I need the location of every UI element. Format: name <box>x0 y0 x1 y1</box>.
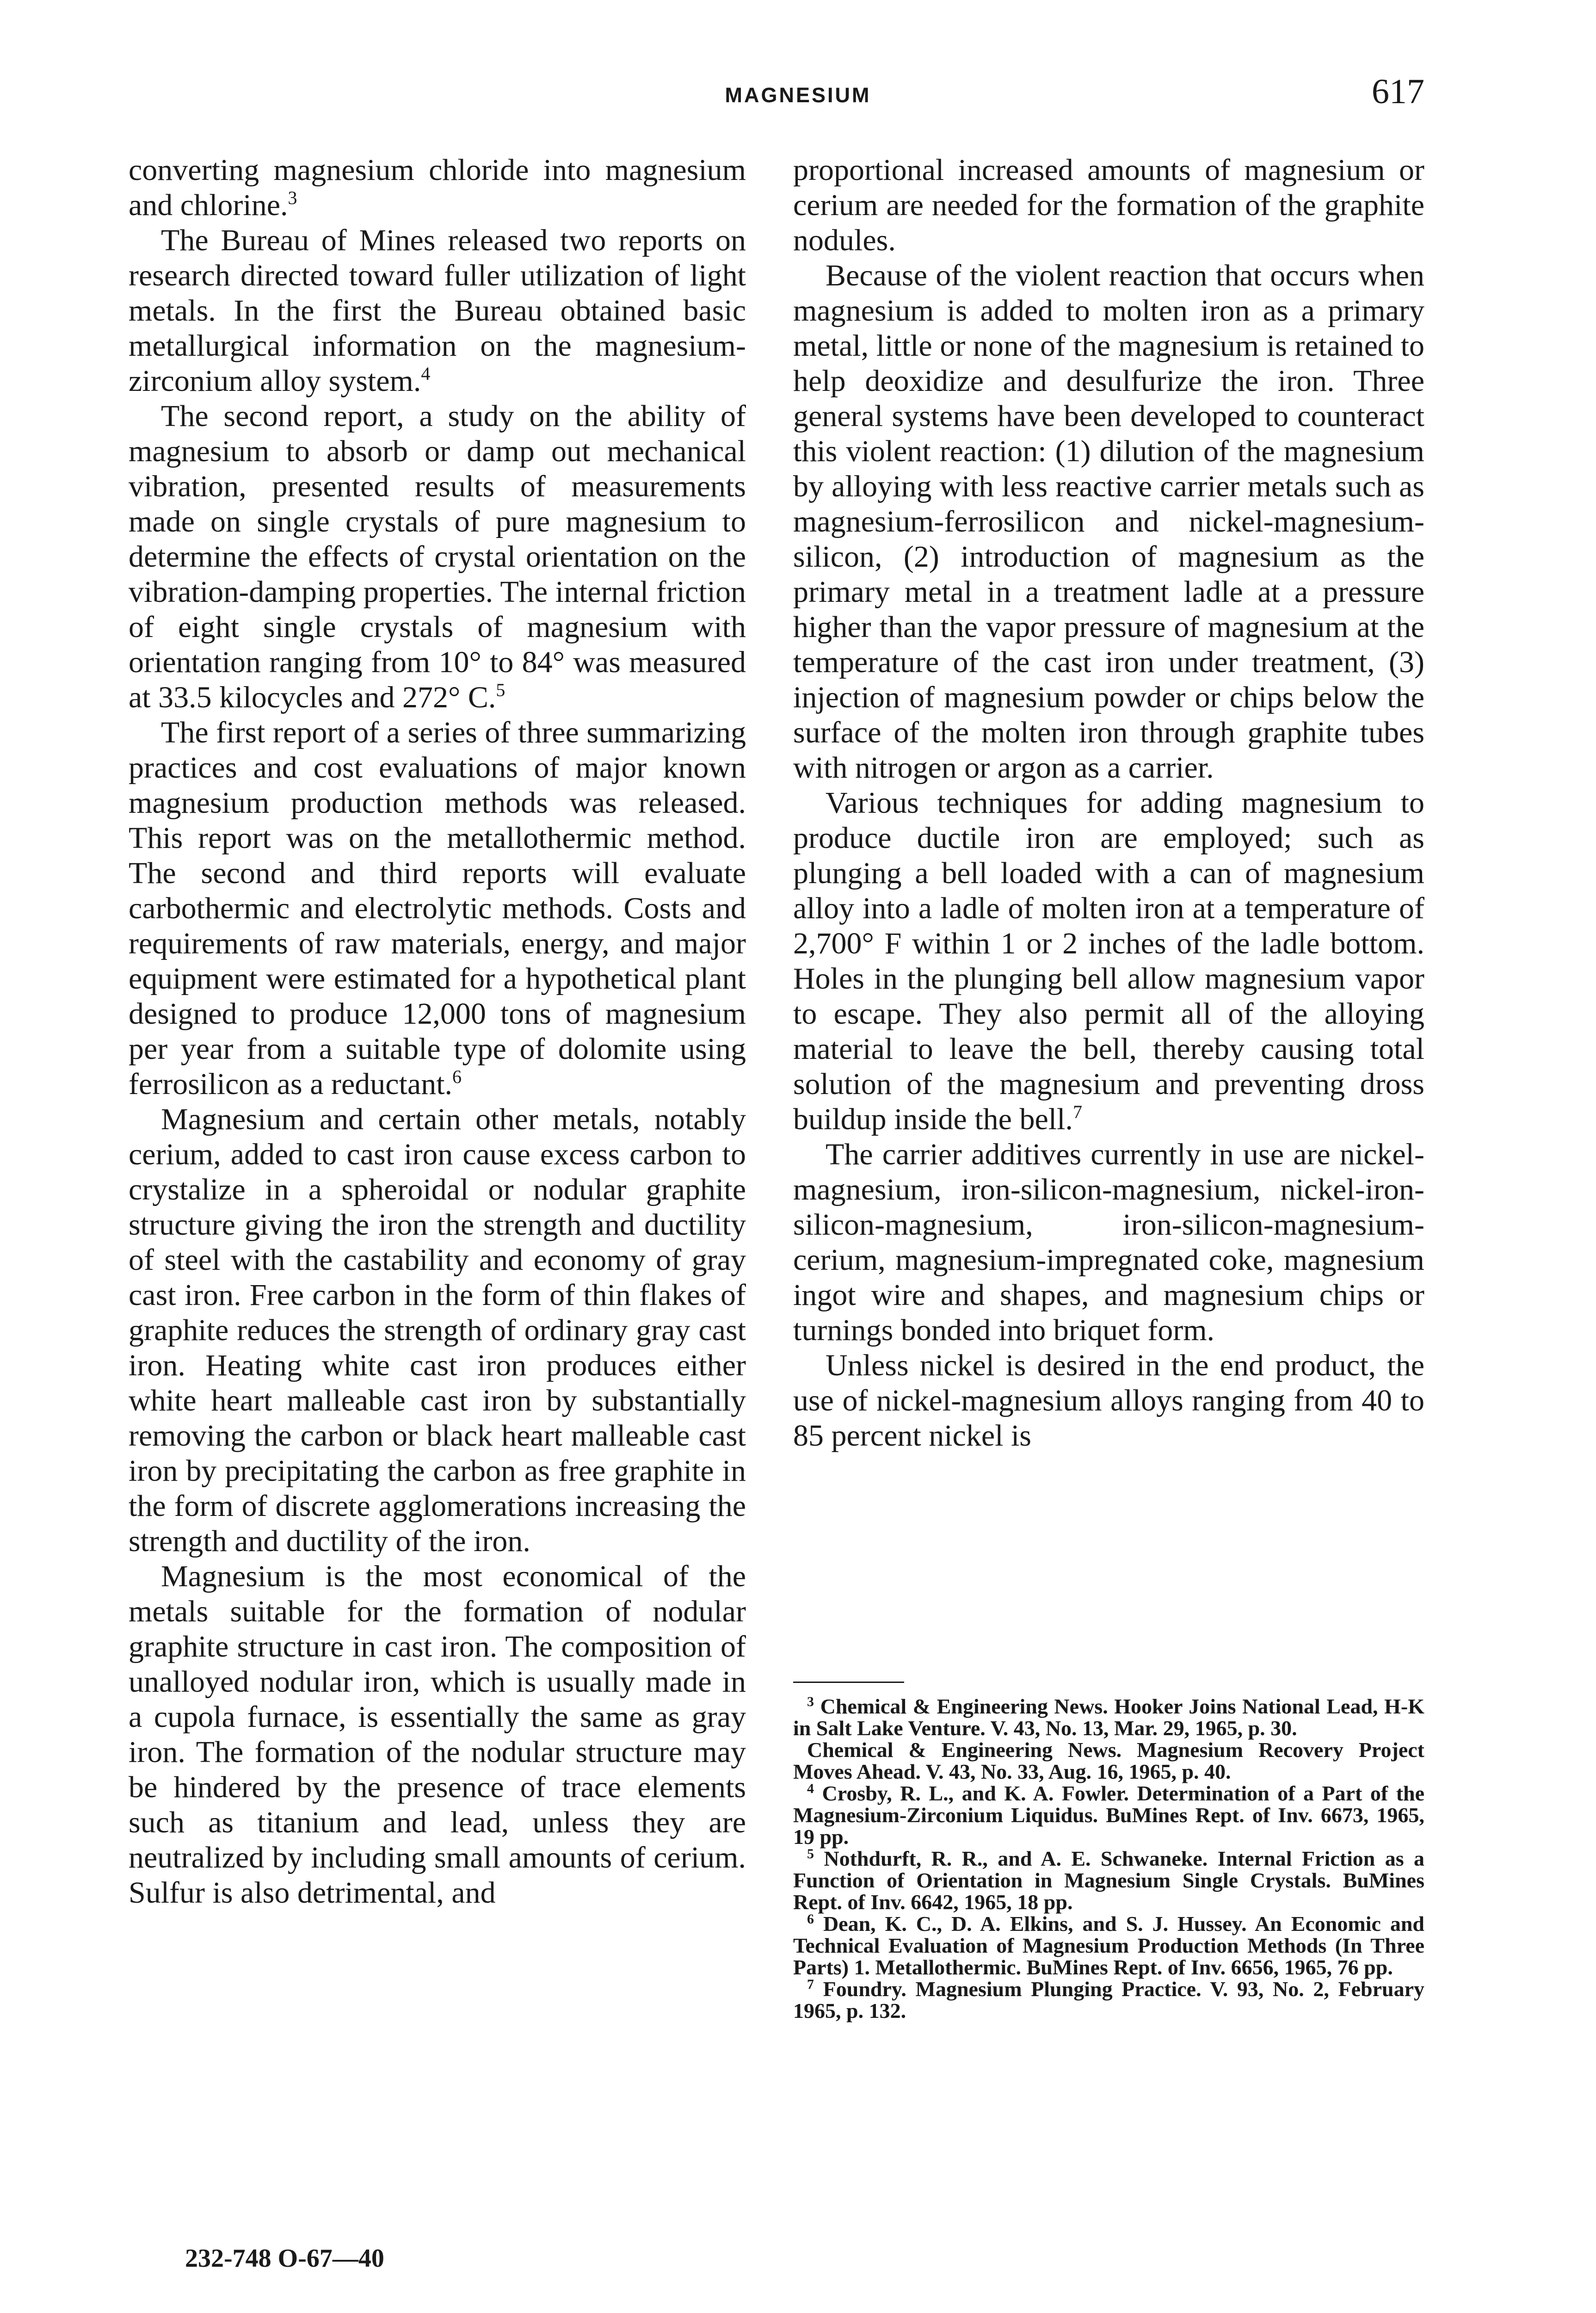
paragraph: The carrier additives currently in use are nickel-magnesium, iron-silicon-magnesium, nickel-iron-silicon-magnesium, iron-silicon-magnesium-cerium, magnesium-impregnated coke, magnesium ingot wire and shapes, and magnesium chips or turnings bonded into briquet form. <box>793 1138 1424 1347</box>
paragraph: Unless nickel is desired in the end product, the use of nickel-magnesium alloys ranging from 40 to 85 percent nickel is <box>793 1348 1424 1453</box>
footnote: $^6$ Dean, K. C., D. A. Elkins, and S. J. Hussey. An Economic and Technical Evaluation of Magnesium Production Methods (In Three Parts) 1. Metallothermic. BuMines Rept. of Inv. 6656, 1965, 76 pp. <box>793 1911 1424 1979</box>
footnote: $^7$ Foundry. Magnesium Plunging Practice. V. 93, No. 2, February 1965, p. 132. <box>793 1977 1425 2022</box>
paragraph: The Bureau of Mines released two reports on research directed toward fuller utilization of light metals. In the first the Bureau obtained basic metallurgical information on the magnesium-zirconium alloy system.$^4$ <box>129 223 746 398</box>
footnote-ref: 5 <box>496 680 505 700</box>
footnote: $^5$ Nothdurft, R. R., and A. E. Schwaneke. Internal Friction as a Function of Orientation in Magnesium Single Crystals. BuMines Rept. of Inv. 6642, 1965, 18 pp. <box>793 1846 1424 1914</box>
footnote-ref: 7 <box>1072 1101 1082 1122</box>
paragraph: The second report, a study on the ability of magnesium to absorb or damp out mechanical vibration, presented results of measurements made on single crystals of pure magnesium to determine the effects of crystal orientation on the vibration-damping properties. The internal friction of eight single crystals of magnesium with orientation ranging from 10° to 84° was measured at 33.5 kilocycles and 272° C.$^5$ <box>129 399 746 714</box>
paragraph: The first report of a series of three summarizing practices and cost evaluations of major known magnesium production methods was released. This report was on the metallothermic method. The second and third reports will evaluate carbothermic and electrolytic methods. Costs and requirements of raw materials, energy, and major equipment were estimated for a hypothetical plant designed to produce 12,000 tons of magnesium per year from a suitable type of dolomite using ferrosilicon as a reductant.$^6$ <box>129 716 746 1101</box>
left-column <box>129 153 746 1911</box>
print-code: 232-748 O-67—40 <box>185 2244 384 2273</box>
running-header: MAGNESIUM <box>725 83 871 107</box>
footnote-ref: 3 <box>288 187 297 208</box>
paragraph: Because of the violent reaction that occurs when magnesium is added to molten iron as a primary metal, little or none of the magnesium is retained to help deoxidize and desulfurize the iron. Three general systems have been developed to counteract this violent reaction: (1) dilution of the magnesium by alloying with less reactive carrier metals such as magnesium-ferrosilicon and nickel-magnesium-silicon, (2) introduction of magnesium as the primary metal in a treatment ladle at a pressure higher than the vapor pressure of magnesium at the temperature of the cast iron under treatment, (3) injection of magnesium powder or chips below the surface of the molten iron through graphite tubes with nitrogen or argon as a carrier. <box>793 259 1424 785</box>
footnote: $^4$ Crosby, R. L., and K. A. Fowler. Determination of a Part of the Magnesium-Zirconium Liquidus. BuMines Rept. of Inv. 6673, 1965, 19 pp. <box>793 1781 1425 1849</box>
footnote-divider <box>793 1682 904 1683</box>
footnote-ref: 4 <box>421 363 431 384</box>
paragraph: proportional increased amounts of magnesium or cerium are needed for the formation of the graphite nodules. <box>793 153 1424 257</box>
right-column <box>793 153 1424 1453</box>
paragraph: Various techniques for adding magnesium to produce ductile iron are employed; such as plunging a bell loaded with a can of magnesium alloy into a ladle of molten iron at a temperature of 2,700° F within 1 or 2 inches of the ladle bottom. Holes in the plunging bell allow magnesium vapor to escape. They also permit all of the alloying material to leave the bell, thereby causing total solution of the magnesium and preventing dross buildup inside the bell.$^7$ <box>793 786 1424 1136</box>
footnote-ref: 6 <box>452 1066 462 1087</box>
paragraph: Magnesium and certain other metals, notably cerium, added to cast iron cause excess carbon to crystalize in a spheroidal or nodular graphite structure giving the iron the strength and ductility of steel with the castability and economy of gray cast iron. Free carbon in the form of thin flakes of graphite reduces the strength of ordinary gray cast iron. Heating white cast iron produces either white heart malleable cast iron by substantially removing the carbon or black heart malleable cast iron by precipitating the carbon as free graphite in the form of discrete agglomerations increasing the strength and ductility of the iron. <box>129 1102 746 1558</box>
footnote: $^3$ Chemical & Engineering News. Hooker Joins National Lead, H-K in Salt Lake Venture. V. 43, No. 13, Mar. 29, 1965, p. 30. <box>793 1694 1424 1740</box>
page-number: 617 <box>1372 72 1424 111</box>
paragraph: converting magnesium chloride into magnesium and chlorine.$^3$ <box>129 153 746 222</box>
paragraph: Magnesium is the most economical of the metals suitable for the formation of nodular graphite structure in cast iron. The composition of unalloyed nodular iron, which is usually made in a cupola furnace, is essentially the same as gray iron. The formation of the nodular structure may be hindered by the presence of trace elements such as titanium and lead, unless they are neutralized by including small amounts of cerium. Sulfur is also detrimental, and <box>129 1559 746 1910</box>
footnotes <box>793 1695 1424 2022</box>
footnote: Chemical & Engineering News. Magnesium Recovery Project Moves Ahead. V. 43, No. 33, Aug. 16, 1965, p. 40. <box>793 1738 1424 1783</box>
